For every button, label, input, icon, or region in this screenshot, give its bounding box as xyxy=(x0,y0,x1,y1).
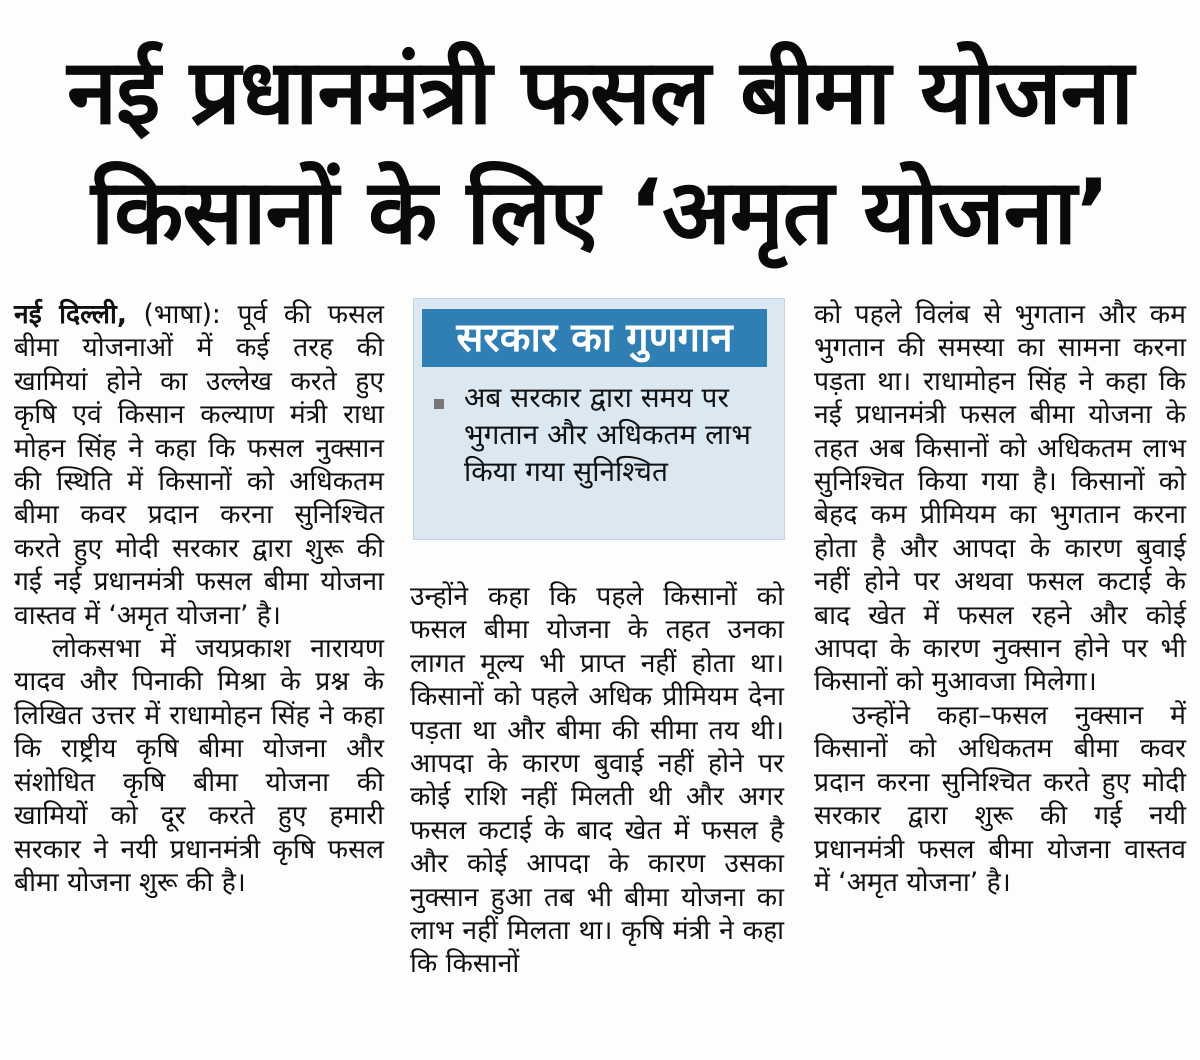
article-column-right xyxy=(814,298,1186,899)
sidebar-title: सरकार का गुणगान xyxy=(422,309,767,367)
square-bullet-icon xyxy=(434,399,444,409)
article-paragraph: को पहले विलंब से भुगतान और कम भुगतान की समस्या का सामना करना पड़ता था। राधामोहन सिंह ने कहा कि नई प्रधानमंत्री फसल बीमा योजना के तहत अब किसानों को अधिकतम लाभ सुनिश्चित किया गया है। किसानों को बेहद कम प्रीमियम का भुगतान करना होता है और आपदा के कारण बुवाई नहीं होने पर अथवा फसल कटाई के बाद खेत में फसल रहने और कोई आपदा के कारण नुक्सान होने पर भी किसानों को मुआवजा मिलेगा। xyxy=(814,299,1186,698)
article-paragraph xyxy=(14,298,384,632)
article-paragraph: उन्होंने कहा–फसल नुक्सान में किसानों को अधिकतम बीमा कवर प्रदान करना सुनिश्चित करते हुए मोदी सरकार द्वारा शुरू की गई नयी प्रधानमंत्री फसल बीमा योजना वास्तव में ‘अमृत योजना’ है। xyxy=(814,699,1186,898)
article-paragraph: उन्होंने कहा कि पहले किसानों को फसल बीमा योजना के तहत उनका लागत मूल्य भी प्राप्त नहीं होता था। किसानों को पहले अधिक प्रीमियम देना पड़ता था और बीमा की सीमा तय थी। आपदा के कारण बुवाई नहीं होने पर कोई राशि नहीं मिलती थी और अगर फसल कटाई के बाद खेत में फसल है और कोई आपदा के कारण उसका नुक्सान हुआ तब भी बीमा योजना का लाभ नहीं मिलता था। कृषि मंत्री ने कहा कि किसानों xyxy=(410,581,784,980)
article-text: (भाषा): पूर्व की फसल बीमा योजनाओं में कई तरह की खामियां होने का उल्लेख करते हुए कृषि एवं किसान कल्याण मंत्री राधा मोहन सिंह ने कहा कि फसल नुक्सान की स्थिति में किसानों को अधिकतम बीमा कवर प्रदान करना सुनिश्चित करते हुए मोदी सरकार द्वारा शुरू की गई नई प्रधानमंत्री फसल बीमा योजना वास्तव में ‘अमृत योजना’ है। xyxy=(14,299,384,631)
sidebar-box xyxy=(413,298,785,540)
headline-line-1: नई प्रधानमंत्री फसल बीमा योजना xyxy=(67,40,1133,145)
dateline: नई दिल्ली, xyxy=(14,299,127,330)
article-column-middle xyxy=(410,580,784,981)
headline-line-2: किसानों के लिए ‘अमृत योजना’ xyxy=(90,160,1110,265)
sidebar-bullet-text: अब सरकार द्वारा समय पर भुगतान और अधिकतम लाभ किया गया सुनिश्चित xyxy=(464,381,751,488)
article-column-left xyxy=(14,298,384,899)
article-paragraph: लोकसभा में जयप्रकाश नारायण यादव और पिनाकी मिश्रा के प्रश्न के लिखित उत्तर में राधामोहन सिंह ने कहा कि राष्ट्रीय कृषि बीमा योजना और संशोधित कृषि बीमा योजना की खामियों को दूर करते हुए हमारी सरकार ने नयी प्रधानमंत्री कृषि फसल बीमा योजना शुरू की है। xyxy=(14,633,384,898)
